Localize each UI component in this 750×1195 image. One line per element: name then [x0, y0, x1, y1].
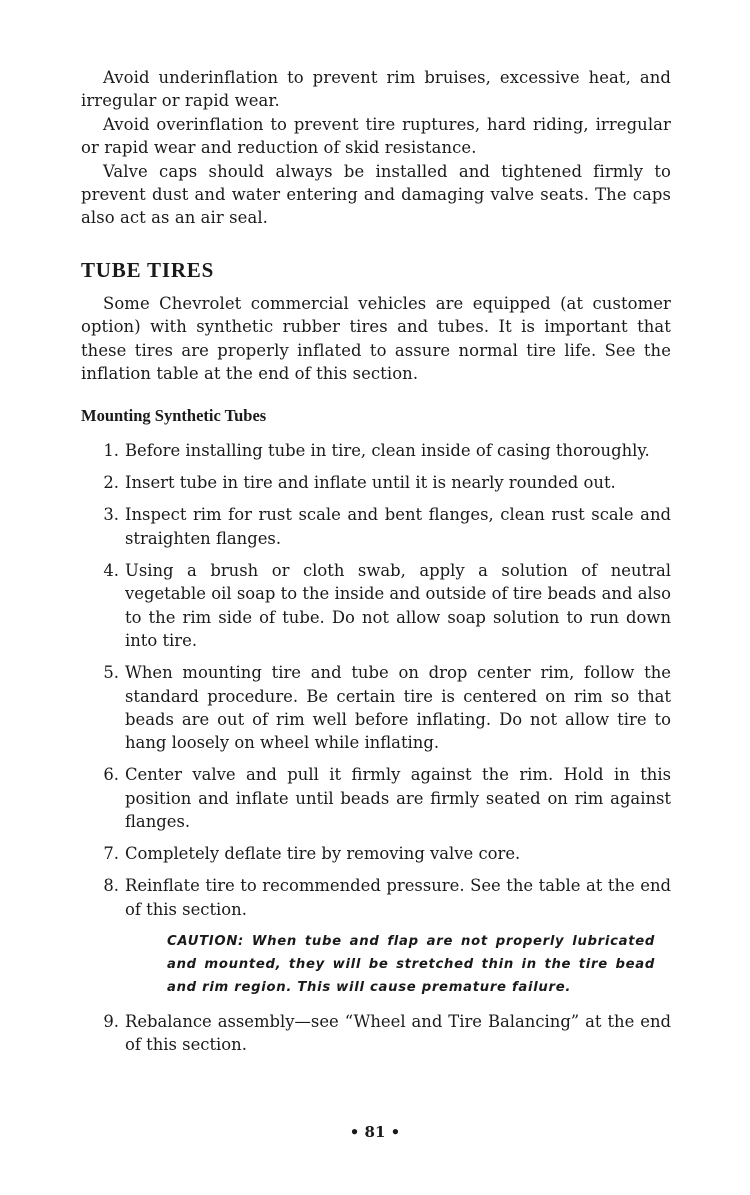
page-content — [81, 66, 671, 1065]
step-number: 9. — [103, 1011, 119, 1031]
final-step-list — [81, 1010, 671, 1057]
step-text: Reinflate tire to recommended pressure. See the table at the end of this section. — [125, 876, 671, 919]
step-text: Completely deflate tire by removing valve core. — [125, 844, 521, 864]
list-item — [81, 471, 671, 494]
list-item — [81, 842, 671, 865]
list-item — [81, 661, 671, 755]
step-text: Center valve and pull it firmly against the rim. Hold in this position and inflate until beads are firmly seated on rim against flanges. — [125, 765, 671, 832]
step-text: Before installing tube in tire, clean inside of casing thoroughly. — [125, 441, 650, 461]
step-number: 2. — [103, 473, 119, 493]
intro-paragraph-valve-caps: Valve caps should always be installed and tightened firmly to prevent dust and water entering and damaging valve seats. The caps also act as an air seal. — [81, 161, 671, 228]
intro-paragraph-underinflation: Avoid underinflation to prevent rim bruises, excessive heat, and irregular or rapid wear. — [81, 68, 671, 111]
step-text: Using a brush or cloth swab, apply a solution of neutral vegetable oil soap to the inside and outside of tire beads and also to the rim side of tube. Do not allow soap solution to run down into tire. — [125, 560, 671, 651]
list-item — [81, 559, 671, 653]
step-number: 8. — [103, 876, 119, 896]
list-item — [81, 1010, 671, 1057]
step-number: 1. — [103, 441, 119, 461]
section-title: TUBE TIRES — [81, 257, 215, 282]
step-number: 5. — [103, 663, 119, 683]
list-item — [81, 874, 671, 921]
section-paragraph: Some Chevrolet commercial vehicles are equipped (at customer option) with synthetic rubber tires and tubes. It is important that these tires are properly inflated to assure normal tire life. See the inflation table at the end of this section. — [81, 293, 671, 384]
step-text: Inspect rim for rust scale and bent flanges, clean rust scale and straighten flanges. — [125, 505, 671, 548]
page-number: • 81 • — [349, 1123, 401, 1141]
list-item — [81, 763, 671, 833]
caution-note: CAUTION: When tube and flap are not properly lubricated and mounted, they will be stretched thin in the tire bead and rim region. This will cause premature failure. — [167, 933, 655, 996]
list-item — [81, 503, 671, 550]
step-text: Rebalance assembly—see “Wheel and Tire Balancing” at the end of this section. — [125, 1011, 671, 1055]
step-number: 6. — [103, 765, 119, 785]
intro-paragraph-overinflation: Avoid overinflation to prevent tire ruptures, hard riding, irregular or rapid wear and reduction of skid resistance. — [81, 114, 671, 158]
step-number: 7. — [103, 844, 119, 864]
mounting-steps-list — [81, 439, 671, 920]
step-number: 4. — [103, 560, 119, 580]
list-item — [81, 439, 671, 462]
step-number: 3. — [103, 505, 119, 525]
subsection-title: Mounting Synthetic Tubes — [81, 406, 267, 426]
step-text: Insert tube in tire and inflate until it is nearly rounded out. — [125, 473, 616, 493]
step-text: When mounting tire and tube on drop center rim, follow the standard procedure. Be certain tire is centered on rim so that beads are out of rim well before inflating. Do not allow tire to hang loosely on wheel while inflating. — [125, 663, 671, 753]
